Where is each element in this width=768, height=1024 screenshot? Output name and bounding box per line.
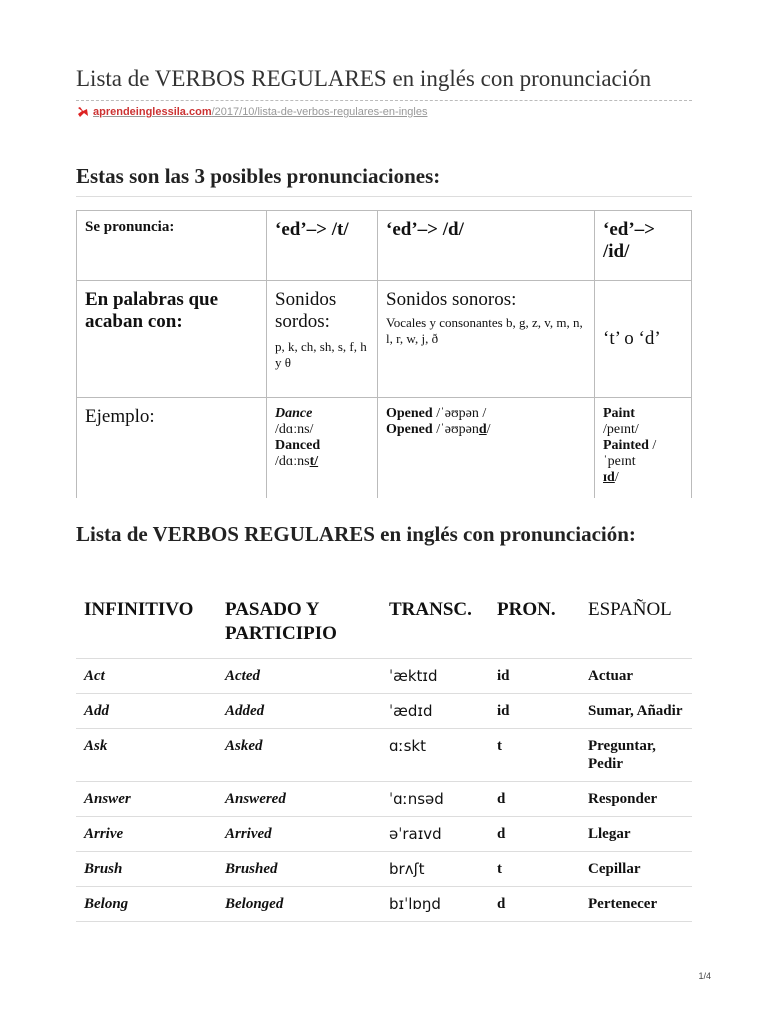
table-row <box>76 658 692 693</box>
table-cell <box>267 281 378 398</box>
title-divider <box>76 100 692 101</box>
section-divider <box>76 196 692 197</box>
table-row <box>76 886 692 921</box>
table-cell <box>267 398 378 499</box>
example-transcription: /dɑːns/ <box>275 422 314 437</box>
infinitive-cell: Act <box>76 658 217 693</box>
infinitive-cell: Brush <box>76 851 217 886</box>
pronunciation-cell: id <box>489 693 580 728</box>
section-heading-pronunciations: Estas son las 3 posibles pronunciaciones: <box>76 164 441 188</box>
infinitive-cell: Arrive <box>76 816 217 851</box>
cell-title: Sonidos sonoros: <box>386 289 517 310</box>
cell-subtext: Vocales y consonantes b, g, z, v, m, n, l, r, w, j, ð <box>386 315 583 346</box>
pronunciation-cell: d <box>489 816 580 851</box>
verbs-table <box>76 590 692 922</box>
pronunciation-cell: t <box>489 851 580 886</box>
spanish-cell: Preguntar, Pedir <box>580 728 692 781</box>
infinitive-cell: Answer <box>76 781 217 816</box>
past-cell: Brushed <box>217 851 381 886</box>
source-path: /2017/10/lista-de-verbos-regulares-en-ingles <box>211 106 428 118</box>
table-row <box>77 398 692 499</box>
infinitive-cell: Add <box>76 693 217 728</box>
infinitive-cell: Ask <box>76 728 217 781</box>
pronunciation-table <box>76 210 692 498</box>
transcription-cell: ˈæktɪd <box>381 658 489 693</box>
transcription-cell: ˈɑːnsəd <box>381 781 489 816</box>
table-cell <box>378 398 595 499</box>
table-cell <box>378 281 595 398</box>
transcription-cell: brʌʃt <box>381 851 489 886</box>
table-cell: ‘ed’–> /t/ <box>267 211 378 281</box>
table-header-row <box>76 590 692 658</box>
pronunciation-cell: t <box>489 728 580 781</box>
spanish-cell: Cepillar <box>580 851 692 886</box>
example-word: Painted <box>603 438 649 453</box>
spanish-cell: Llegar <box>580 816 692 851</box>
table-row <box>76 816 692 851</box>
pronunciation-cell: d <box>489 886 580 921</box>
transcription-cell: bɪˈlɒŋd <box>381 886 489 921</box>
spanish-cell: Responder <box>580 781 692 816</box>
example-transcription: /ˈəʊpən / <box>432 406 487 421</box>
table-row <box>76 781 692 816</box>
past-cell: Answered <box>217 781 381 816</box>
column-header: PRON. <box>497 599 556 620</box>
table-row <box>76 728 692 781</box>
example-word: Danced <box>275 438 321 453</box>
pronunciation-cell: id <box>489 658 580 693</box>
infinitive-cell: Belong <box>76 886 217 921</box>
example-transcription: / <box>614 470 619 485</box>
cell-title: Sonidos sordos: <box>275 289 337 332</box>
transcription-cell: ɑːskt <box>381 728 489 781</box>
table-cell <box>595 398 692 499</box>
table-cell: ‘ed’–> /d/ <box>378 211 595 281</box>
source-line <box>76 106 427 118</box>
example-transcription: /peɪnt/ <box>603 422 639 437</box>
cell-subtext: p, k, ch, sh, s, f, h y θ <box>275 339 367 370</box>
column-header: TRANSC. <box>389 599 472 620</box>
table-row <box>77 211 692 281</box>
column-header: PASADO Y PARTICIPIO <box>225 599 337 644</box>
table-cell: Ejemplo: <box>77 398 267 499</box>
example-ending: d <box>478 422 487 437</box>
example-transcription: / ˈpeɪnt <box>603 438 657 469</box>
example-word: Opened <box>386 406 433 421</box>
source-domain: aprendeinglessila.com <box>93 106 212 118</box>
example-ending: t/ <box>309 454 319 469</box>
table-row <box>77 281 692 398</box>
table-cell: ‘ed’–> /id/ <box>595 211 692 281</box>
past-cell: Arrived <box>217 816 381 851</box>
spanish-cell: Sumar, Añadir <box>580 693 692 728</box>
example-transcription: /dɑːns <box>275 454 310 469</box>
spain-flag-icon <box>76 107 89 118</box>
section-heading-verb-list: Lista de VERBOS REGULARES en inglés con pronunciación: <box>76 522 636 546</box>
table-row <box>76 693 692 728</box>
page-title: Lista de VERBOS REGULARES en inglés con pronunciación <box>76 66 652 91</box>
spanish-cell: Pertenecer <box>580 886 692 921</box>
example-word: Dance <box>275 406 313 421</box>
pronunciation-cell: d <box>489 781 580 816</box>
example-word: Opened <box>386 422 433 437</box>
spanish-cell: Actuar <box>580 658 692 693</box>
transcription-cell: əˈraɪvd <box>381 816 489 851</box>
example-transcription: / <box>486 422 491 437</box>
column-header: INFINITIVO <box>84 599 194 620</box>
table-row <box>76 851 692 886</box>
source-link[interactable] <box>93 106 427 118</box>
table-cell: En palabras que acaban con: <box>77 281 267 398</box>
page-number: 1/4 <box>698 971 711 981</box>
past-cell: Acted <box>217 658 381 693</box>
past-cell: Belonged <box>217 886 381 921</box>
transcription-cell: ˈædɪd <box>381 693 489 728</box>
example-word: Paint <box>603 406 635 421</box>
column-header: ESPAÑOL <box>588 599 672 620</box>
table-cell: ‘t’ o ‘d’ <box>595 281 692 398</box>
past-cell: Added <box>217 693 381 728</box>
past-cell: Asked <box>217 728 381 781</box>
example-transcription: /ˈəʊpən <box>432 422 479 437</box>
table-cell: Se pronuncia: <box>77 211 267 281</box>
example-ending: ɪd <box>603 470 615 485</box>
